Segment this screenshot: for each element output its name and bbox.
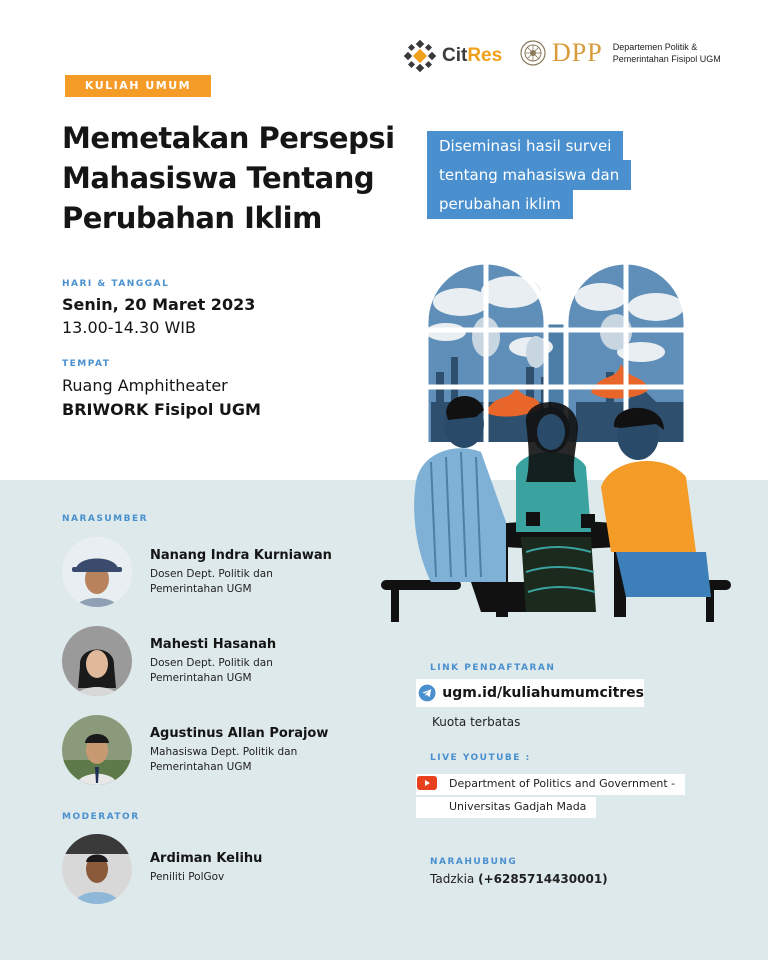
speaker-role-3: Mahasiswa Dept. Politik dan Pemerintahan UGM	[150, 746, 298, 773]
event-type-tag: KULIAH UMUM	[65, 75, 211, 97]
registration-link[interactable]	[416, 679, 644, 707]
callout-line-2: tentang mahasiswa dan	[427, 160, 631, 190]
place-line-1: Ruang Amphitheater	[62, 376, 228, 395]
callout-line-3: perubahan iklim	[427, 189, 573, 219]
youtube-channel[interactable]	[416, 772, 685, 818]
moderator-role: Peniliti PolGov	[150, 871, 225, 883]
callout-line-1: Diseminasi hasil survei	[427, 131, 623, 161]
event-title: Memetakan Persepsi Mahasiswa Tentang Perubahan Iklim	[62, 121, 395, 235]
contact-info	[430, 872, 608, 886]
youtube-channel-line-2[interactable]: Universitas Gadjah Mada	[416, 797, 596, 818]
avatar-photo	[62, 834, 132, 904]
citres-logo	[404, 40, 502, 72]
place-line-2: BRIWORK Fisipol UGM	[62, 400, 261, 419]
dpp-wordmark: DPP	[552, 38, 603, 67]
ugm-seal-icon	[520, 40, 546, 66]
speakers-label: NARASUMBER	[62, 514, 149, 524]
speaker-name-1: Nanang Indra Kurniawan	[150, 548, 332, 563]
speaker-role-1: Dosen Dept. Politik dan Pemerintahan UGM	[150, 568, 273, 595]
place-label: TEMPAT	[62, 359, 111, 369]
date-label: HARI & TANGGAL	[62, 279, 170, 289]
speaker-avatar-1	[62, 537, 132, 607]
avatar-photo	[62, 537, 132, 607]
telegram-icon	[418, 680, 436, 706]
citres-logo-icon	[404, 40, 436, 72]
speaker-name-2: Mahesti Hasanah	[150, 637, 277, 652]
climate-discussion-illustration	[376, 252, 736, 622]
youtube-label: LIVE YOUTUBE :	[430, 753, 531, 763]
avatar-photo	[62, 715, 132, 785]
speaker-avatar-2	[62, 626, 132, 696]
moderator-avatar	[62, 834, 132, 904]
dpp-logo	[520, 40, 721, 66]
speaker-name-3: Agustinus Allan Porajow	[150, 726, 329, 741]
moderator-name: Ardiman Kelihu	[150, 851, 263, 866]
registration-url[interactable]: ugm.id/kuliahumumcitres	[442, 685, 644, 701]
event-date: Senin, 20 Maret 2023	[62, 295, 256, 314]
moderator-label: MODERATOR	[62, 812, 140, 822]
avatar-photo	[62, 626, 132, 696]
speaker-avatar-3	[62, 715, 132, 785]
contact-label: NARAHUBUNG	[430, 857, 518, 867]
speaker-role-2: Dosen Dept. Politik dan Pemerintahan UGM	[150, 657, 273, 684]
dpp-description: Departemen Politik & Pemerintahan Fisipol UGM	[612, 42, 721, 64]
registration-label: LINK PENDAFTARAN	[430, 663, 556, 673]
contact-name: Tadzkia	[430, 872, 479, 886]
citres-wordmark: CitRes	[442, 45, 503, 66]
quota-note: Kuota terbatas	[432, 715, 521, 729]
event-time: 13.00-14.30 WIB	[62, 318, 196, 337]
contact-phone: (+6285714430001)	[478, 872, 608, 886]
youtube-channel-line-1[interactable]: Department of Politics and Government -	[416, 774, 685, 795]
youtube-icon	[417, 776, 437, 790]
